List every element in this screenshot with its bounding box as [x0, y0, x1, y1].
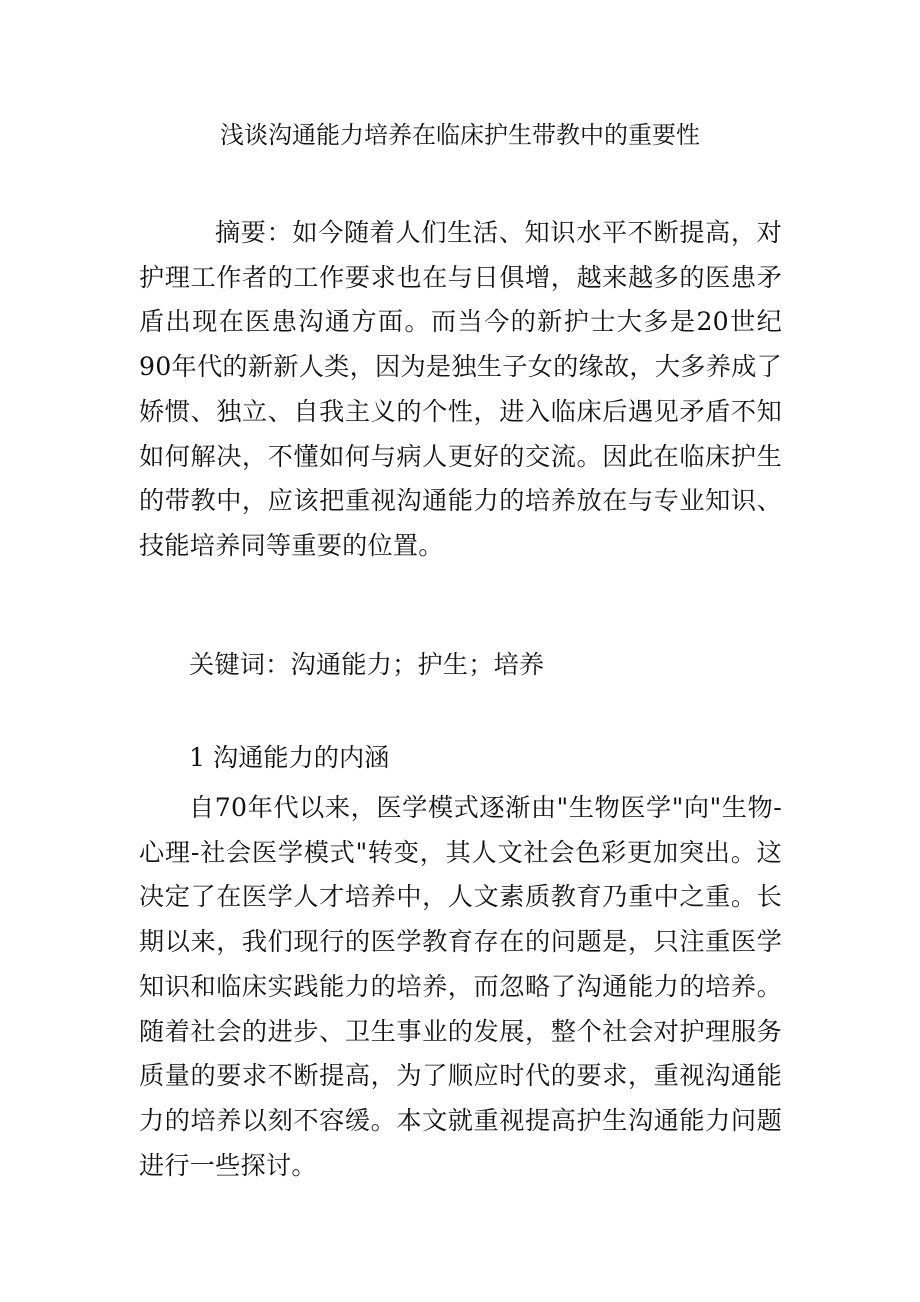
document-title: 浅谈沟通能力培养在临床护生带教中的重要性: [220, 121, 700, 149]
keywords-line: 关键词：沟通能力；护生；培养: [189, 650, 545, 679]
abstract-paragraph: 摘要：如今随着人们生活、知识水平不断提高，对护理工作者的工作要求也在与日俱增，越来越多的医患矛盾出现在医患沟通方面。而当今的新护士大多是20世纪90年代的新新人类，因为是独生子女的缘故，大多养成了娇惯、独立、自我主义的个性，进入临床后遇见矛盾不知如何解决，不懂如何与病人更好的交流。因此在临床护生的带教中，应该把重视沟通能力的培养放在与专业知识、技能培养同等重要的位置。: [139, 218, 782, 560]
section-heading: 1 沟通能力的内涵: [189, 743, 390, 772]
section-paragraph: 自70年代以来，医学模式逐渐由"生物医学"向"生物-心理-社会医学模式"转变，其人文社会色彩更加突出。这决定了在医学人才培养中，人文素质教育乃重中之重。长期以来，我们现行的医学教育存在的问题是，只注重医学知识和临床实践能力的培养，而忽略了沟通能力的培养。随着社会的进步、卫生事业的发展，整个社会对护理服务质量的要求不断提高，为了顺应时代的要求，重视沟通能力的培养以刻不容缓。本文就重视提高护生沟通能力问题进行一些探讨。: [139, 793, 782, 1180]
